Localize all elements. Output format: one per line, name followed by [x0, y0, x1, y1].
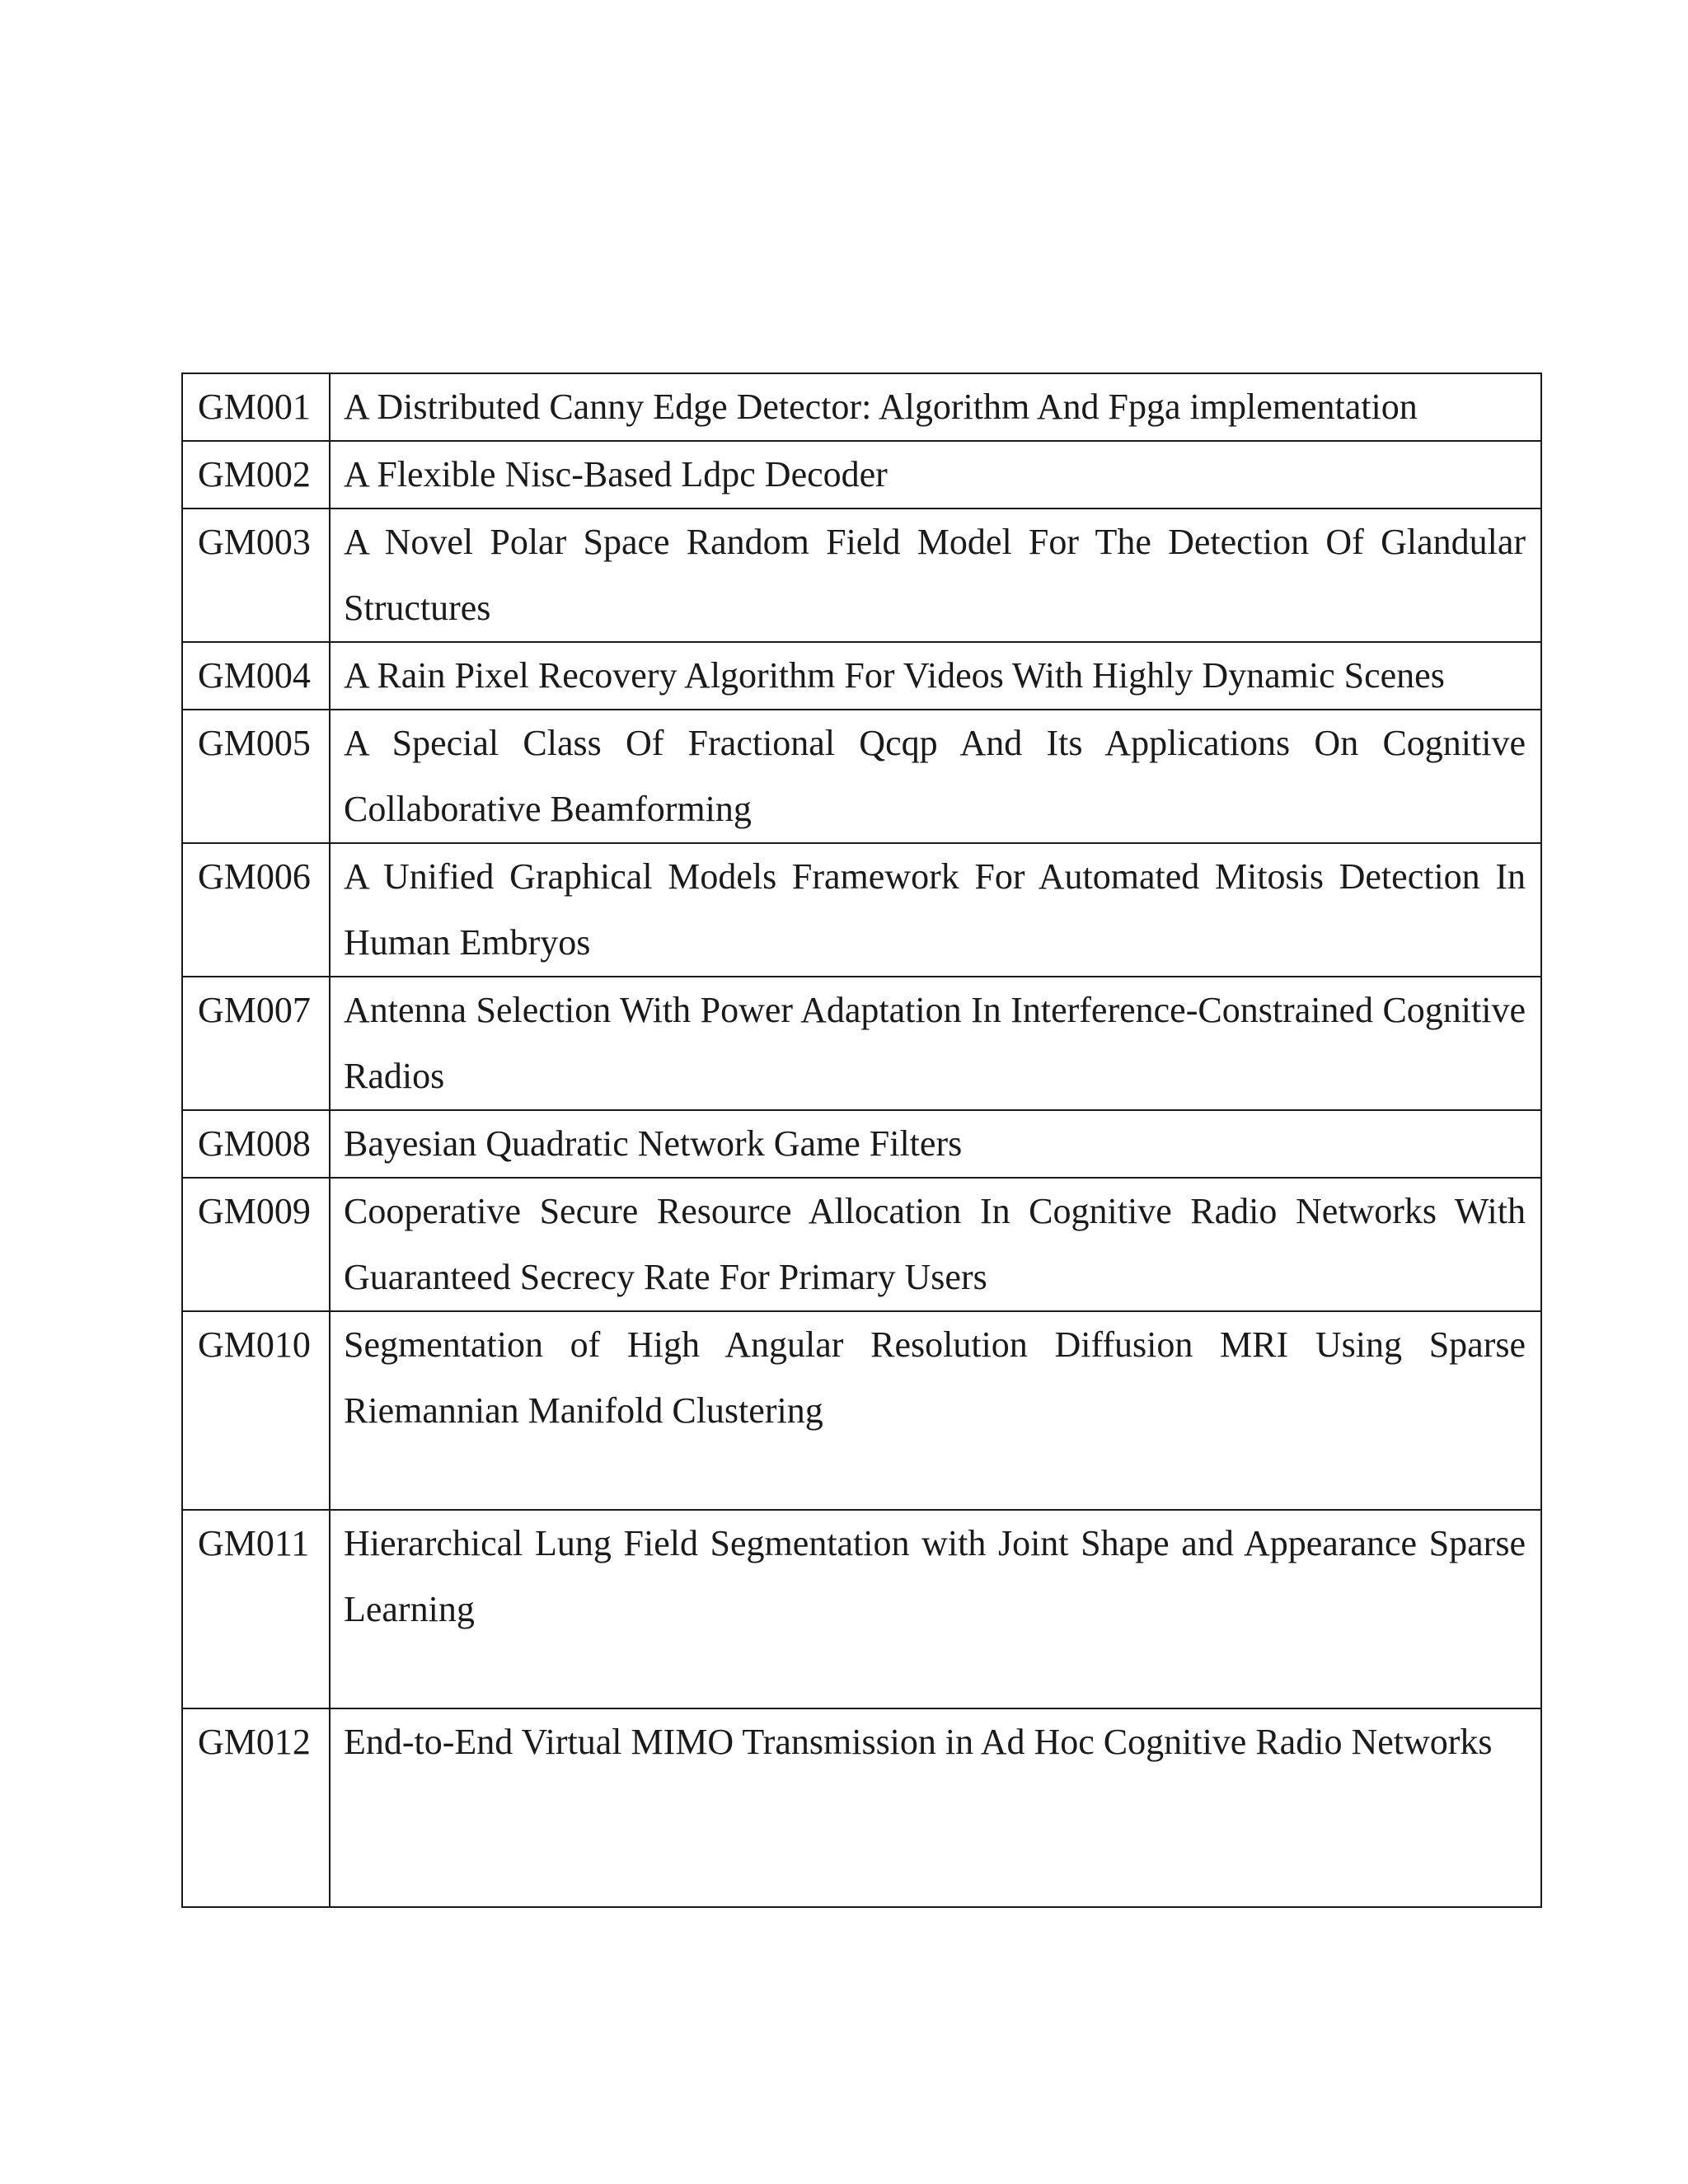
project-title: Cooperative Secure Resource Allocation In Cognitive Radio Networks With Guaranteed Secrecy Rate For Primary Users [330, 1178, 1541, 1311]
project-code: GM010 [182, 1311, 330, 1510]
project-code: GM003 [182, 509, 330, 642]
table-row [182, 1178, 1541, 1311]
project-list-table [181, 373, 1542, 1908]
project-code: GM005 [182, 710, 330, 843]
table-row [182, 977, 1541, 1110]
project-title: Bayesian Quadratic Network Game Filters [330, 1110, 1541, 1178]
table-row [182, 843, 1541, 977]
project-title: A Rain Pixel Recovery Algorithm For Videos With Highly Dynamic Scenes [330, 642, 1541, 710]
project-code: GM011 [182, 1510, 330, 1708]
project-code: GM001 [182, 373, 330, 441]
project-title: Antenna Selection With Power Adaptation In Interference-Constrained Cognitive Radios [330, 977, 1541, 1110]
table-row [182, 1708, 1541, 1907]
project-title: Hierarchical Lung Field Segmentation with Joint Shape and Appearance Sparse Learning [330, 1510, 1541, 1708]
project-code: GM012 [182, 1708, 330, 1907]
project-title: Segmentation of High Angular Resolution Diffusion MRI Using Sparse Riemannian Manifold Clustering [330, 1311, 1541, 1510]
project-code: GM002 [182, 441, 330, 509]
project-title: A Unified Graphical Models Framework For Automated Mitosis Detection In Human Embryos [330, 843, 1541, 977]
project-code: GM007 [182, 977, 330, 1110]
project-code: GM006 [182, 843, 330, 977]
project-title: A Novel Polar Space Random Field Model For The Detection Of Glandular Structures [330, 509, 1541, 642]
table-row [182, 642, 1541, 710]
table-row [182, 441, 1541, 509]
project-title: End-to-End Virtual MIMO Transmission in Ad Hoc Cognitive Radio Networks [330, 1708, 1541, 1907]
table-row [182, 710, 1541, 843]
project-code: GM004 [182, 642, 330, 710]
table-row [182, 1510, 1541, 1708]
project-code: GM009 [182, 1178, 330, 1311]
project-code: GM008 [182, 1110, 330, 1178]
project-title: A Special Class Of Fractional Qcqp And Its Applications On Cognitive Collaborative Beamforming [330, 710, 1541, 843]
table-row [182, 509, 1541, 642]
table-row [182, 1311, 1541, 1510]
table-row [182, 1110, 1541, 1178]
project-title: A Flexible Nisc-Based Ldpc Decoder [330, 441, 1541, 509]
table-row [182, 373, 1541, 441]
project-title: A Distributed Canny Edge Detector: Algorithm And Fpga implementation [330, 373, 1541, 441]
